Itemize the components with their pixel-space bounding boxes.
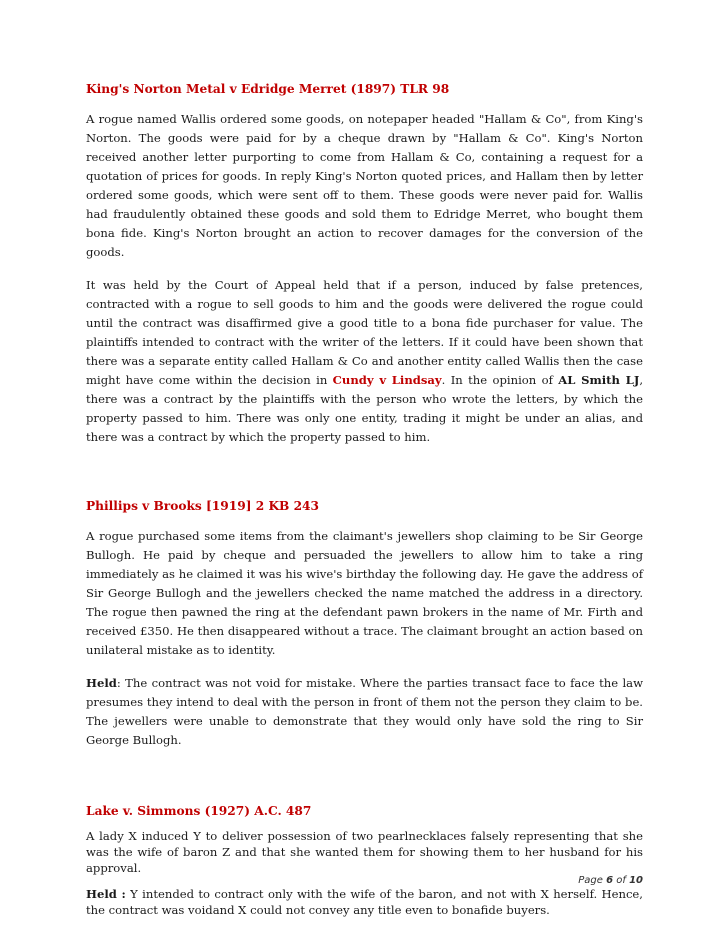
case-facts-paragraph: A rogue named Wallis ordered some goods, on notepaper headed "Hallam & Co", from King's Norton. The goods were paid for by a cheque drawn by "Hallam & Co". King's Norton received another letter purporting to come from Hallam & Co, containing a request for a quotation of prices for goods. In reply King's Norton quoted prices, and Hallam then by letter ordered some goods, which were sent off to them. These goods were never paid for. Wallis had fraudulently obtained these goods and sold them to Edridge Merret, who bought them bona fide. King's Norton brought an action to recover damages for the conversion of the goods. bbox=[86, 112, 643, 259]
held-text: Y intended to contract only with the wife of the baron, and not with X herself. Hence, the contract was voidand X could not convey any title even to bonafide buyers. bbox=[86, 887, 643, 917]
page-footer bbox=[86, 875, 643, 886]
case-facts-paragraph: A lady X induced Y to deliver possession of two pearlnecklaces falsely representing that she was the wife of baron Z and that she wanted them for showing them to her husband for his approval. bbox=[86, 829, 643, 875]
holding-text: . In the opinion of bbox=[441, 373, 559, 387]
dense-section bbox=[86, 828, 643, 918]
holding-text: , there was a contract by the plaintiffs with the person who wrote the letters, by which the property passed to him. There was only one entity, trading it might be under an alias, and there was a contract by which the property passed to him. bbox=[86, 373, 643, 444]
page-content bbox=[86, 82, 643, 932]
page-word: Page bbox=[578, 875, 603, 886]
holding-text: It was held by the Court of Appeal held that if a person, induced by false pretences, contracted with a rogue to sell goods to him and the goods were delivered the rogue could until the contract was disaffirmed give a good title to a bona fide purchaser for value. The plaintiffs intended to contract with the writer of the letters. If it could have been shown that there was a separate entity called Hallam & Co and another entity called Wallis then the case might have come within the decision in bbox=[86, 278, 643, 387]
judge-name: AL Smith LJ bbox=[558, 373, 640, 387]
case-held-paragraph bbox=[86, 886, 643, 918]
page-number: 6 bbox=[606, 875, 614, 886]
case-facts-paragraph: A rogue purchased some items from the claimant's jewellers shop claiming to be Sir George Bullogh. He paid by cheque and persuaded the jewellers to allow him to take a ring immediately as he claimed it was his wive's birthday the following day. He gave the address of Sir George Bullogh and the jewellers checked the name matched the address in a directory. The rogue then pawned the ring at the defendant pawn brokers in the name of Mr. Firth and received £350. He then disappeared without a trace. The claimant brought an action based on unilateral mistake as to identity. bbox=[86, 529, 643, 657]
held-label: Held : bbox=[86, 887, 126, 901]
case-holding-paragraph bbox=[86, 276, 643, 447]
case-heading-phillips: Phillips v Brooks [1919] 2 KB 243 bbox=[86, 499, 320, 513]
case-heading-kings-norton: King's Norton Metal v Edridge Merret (1897) TLR 98 bbox=[86, 82, 450, 96]
held-label: Held bbox=[86, 676, 117, 690]
of-word: of bbox=[616, 875, 626, 886]
case-held-paragraph bbox=[86, 674, 643, 750]
page-total: 10 bbox=[629, 875, 643, 886]
case-heading-lake: Lake v. Simmons (1927) A.C. 487 bbox=[86, 804, 312, 818]
held-text: : The contract was not void for mistake. Where the parties transact face to face the law presumes they intend to deal with the person in front of them not the person they claim to be. The jewellers were unable to demonstrate that they would only have sold the ring to Sir George Bullogh. bbox=[86, 676, 643, 747]
cited-case: Cundy v Lindsay bbox=[332, 373, 442, 387]
